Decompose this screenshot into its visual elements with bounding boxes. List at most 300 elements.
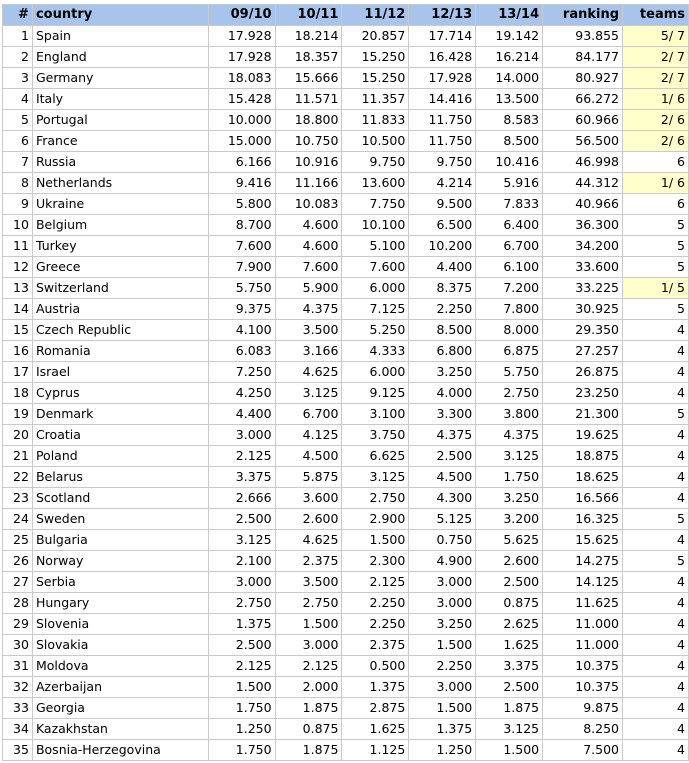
- header-country[interactable]: country: [32, 5, 208, 26]
- row-season-1213: 16.428: [409, 47, 476, 68]
- row-season-1314: 1.625: [476, 635, 543, 656]
- table-row[interactable]: [3, 551, 689, 572]
- row-season-1112: 3.100: [342, 404, 409, 425]
- table-row[interactable]: [3, 68, 689, 89]
- table-row[interactable]: [3, 677, 689, 698]
- table-row[interactable]: [3, 257, 689, 278]
- row-teams: 4: [623, 383, 689, 404]
- row-season-1314: 2.625: [476, 614, 543, 635]
- row-season-0910: 6.083: [208, 341, 275, 362]
- table-row[interactable]: [3, 719, 689, 740]
- row-season-1112: 1.125: [342, 740, 409, 761]
- row-country: France: [32, 131, 208, 152]
- row-ranking: 11.000: [543, 614, 623, 635]
- row-teams: 4: [623, 488, 689, 509]
- row-season-1314: 6.875: [476, 341, 543, 362]
- row-ranking: 10.375: [543, 656, 623, 677]
- header-season-1112[interactable]: 11/12: [342, 5, 409, 26]
- row-season-1112: 20.857: [342, 26, 409, 47]
- row-country: Kazakhstan: [32, 719, 208, 740]
- row-ranking: 16.325: [543, 509, 623, 530]
- table-row[interactable]: [3, 383, 689, 404]
- ranking-table-container: [2, 4, 689, 761]
- row-season-1112: 4.333: [342, 341, 409, 362]
- row-season-1112: 2.250: [342, 593, 409, 614]
- row-season-1314: 19.142: [476, 26, 543, 47]
- row-teams: 4: [623, 320, 689, 341]
- row-ranking: 40.966: [543, 194, 623, 215]
- row-season-0910: 1.500: [208, 677, 275, 698]
- row-country: Hungary: [32, 593, 208, 614]
- table-row[interactable]: [3, 341, 689, 362]
- row-country: Israel: [32, 362, 208, 383]
- row-teams: 2/ 6: [623, 131, 689, 152]
- row-season-1112: 2.125: [342, 572, 409, 593]
- row-season-0910: 7.250: [208, 362, 275, 383]
- row-season-1112: 6.625: [342, 446, 409, 467]
- row-season-1011: 3.500: [275, 320, 342, 341]
- row-season-0910: 1.375: [208, 614, 275, 635]
- table-row[interactable]: [3, 320, 689, 341]
- row-season-1213: 4.375: [409, 425, 476, 446]
- row-season-1011: 4.600: [275, 236, 342, 257]
- row-season-1213: 2.500: [409, 446, 476, 467]
- row-country: Portugal: [32, 110, 208, 131]
- row-season-0910: 2.500: [208, 509, 275, 530]
- row-season-1213: 4.214: [409, 173, 476, 194]
- row-season-1011: 5.875: [275, 467, 342, 488]
- row-season-1314: 5.750: [476, 362, 543, 383]
- row-season-0910: 4.250: [208, 383, 275, 404]
- row-season-1112: 15.250: [342, 68, 409, 89]
- row-ranking: 56.500: [543, 131, 623, 152]
- row-season-0910: 18.083: [208, 68, 275, 89]
- row-season-1213: 4.400: [409, 257, 476, 278]
- row-season-1011: 6.700: [275, 404, 342, 425]
- row-season-0910: 8.700: [208, 215, 275, 236]
- row-season-1213: 4.300: [409, 488, 476, 509]
- row-country: Sweden: [32, 509, 208, 530]
- row-season-1213: 14.416: [409, 89, 476, 110]
- header-season-1314[interactable]: 13/14: [476, 5, 543, 26]
- row-season-1112: 11.357: [342, 89, 409, 110]
- row-country: Denmark: [32, 404, 208, 425]
- row-country: Czech Republic: [32, 320, 208, 341]
- row-ranking: 9.875: [543, 698, 623, 719]
- row-ranking: 23.250: [543, 383, 623, 404]
- row-season-1112: 5.250: [342, 320, 409, 341]
- row-season-1011: 18.214: [275, 26, 342, 47]
- row-season-1213: 17.714: [409, 26, 476, 47]
- row-ranking: 44.312: [543, 173, 623, 194]
- row-season-1213: 11.750: [409, 131, 476, 152]
- row-index: 24: [3, 509, 33, 530]
- table-row[interactable]: [3, 593, 689, 614]
- row-season-1011: 7.600: [275, 257, 342, 278]
- row-season-0910: 2.125: [208, 446, 275, 467]
- row-season-1011: 10.916: [275, 152, 342, 173]
- row-index: 29: [3, 614, 33, 635]
- header-row: [3, 5, 689, 26]
- table-row[interactable]: [3, 488, 689, 509]
- row-season-1011: 18.800: [275, 110, 342, 131]
- row-ranking: 29.350: [543, 320, 623, 341]
- row-country: Belgium: [32, 215, 208, 236]
- row-season-1314: 1.500: [476, 740, 543, 761]
- row-ranking: 93.855: [543, 26, 623, 47]
- row-ranking: 19.625: [543, 425, 623, 446]
- table-row[interactable]: [3, 236, 689, 257]
- row-season-0910: 5.750: [208, 278, 275, 299]
- row-season-1011: 0.875: [275, 719, 342, 740]
- row-country: Bulgaria: [32, 530, 208, 551]
- row-season-1112: 2.900: [342, 509, 409, 530]
- row-index: 5: [3, 110, 33, 131]
- row-season-1011: 18.357: [275, 47, 342, 68]
- row-ranking: 60.966: [543, 110, 623, 131]
- row-season-1314: 8.000: [476, 320, 543, 341]
- row-season-1011: 11.166: [275, 173, 342, 194]
- row-teams: 4: [623, 719, 689, 740]
- row-country: England: [32, 47, 208, 68]
- table-row[interactable]: [3, 425, 689, 446]
- row-index: 17: [3, 362, 33, 383]
- row-country: Bosnia-Herzegovina: [32, 740, 208, 761]
- row-season-1213: 9.500: [409, 194, 476, 215]
- row-teams: 6: [623, 152, 689, 173]
- row-season-1314: 7.833: [476, 194, 543, 215]
- row-country: Netherlands: [32, 173, 208, 194]
- row-teams: 4: [623, 362, 689, 383]
- row-season-1314: 13.500: [476, 89, 543, 110]
- table-row[interactable]: [3, 89, 689, 110]
- table-row[interactable]: [3, 110, 689, 131]
- table-row[interactable]: [3, 194, 689, 215]
- row-country: Austria: [32, 299, 208, 320]
- row-ranking: 27.257: [543, 341, 623, 362]
- row-season-1011: 4.500: [275, 446, 342, 467]
- row-country: Poland: [32, 446, 208, 467]
- row-country: Norway: [32, 551, 208, 572]
- row-teams: 5: [623, 215, 689, 236]
- row-teams: 2/ 6: [623, 110, 689, 131]
- row-season-0910: 9.416: [208, 173, 275, 194]
- row-teams: 4: [623, 698, 689, 719]
- row-season-1213: 0.750: [409, 530, 476, 551]
- row-season-1314: 3.250: [476, 488, 543, 509]
- row-season-1011: 15.666: [275, 68, 342, 89]
- row-index: 15: [3, 320, 33, 341]
- row-teams: 6: [623, 194, 689, 215]
- row-ranking: 33.600: [543, 257, 623, 278]
- table-row[interactable]: [3, 47, 689, 68]
- row-index: 8: [3, 173, 33, 194]
- row-teams: 4: [623, 530, 689, 551]
- table-row[interactable]: [3, 740, 689, 761]
- row-index: 22: [3, 467, 33, 488]
- row-season-1213: 1.375: [409, 719, 476, 740]
- row-index: 16: [3, 341, 33, 362]
- row-ranking: 33.225: [543, 278, 623, 299]
- row-season-0910: 2.750: [208, 593, 275, 614]
- row-season-1011: 2.750: [275, 593, 342, 614]
- row-season-1314: 3.125: [476, 719, 543, 740]
- row-season-1314: 2.750: [476, 383, 543, 404]
- row-teams: 1/ 6: [623, 173, 689, 194]
- row-season-0910: 2.666: [208, 488, 275, 509]
- row-season-1011: 1.500: [275, 614, 342, 635]
- row-season-1112: 1.625: [342, 719, 409, 740]
- row-season-1011: 4.625: [275, 362, 342, 383]
- row-season-1213: 8.375: [409, 278, 476, 299]
- row-season-0910: 3.375: [208, 467, 275, 488]
- row-season-1112: 6.000: [342, 362, 409, 383]
- row-index: 18: [3, 383, 33, 404]
- row-season-0910: 3.000: [208, 572, 275, 593]
- row-season-1213: 6.800: [409, 341, 476, 362]
- table-row[interactable]: [3, 152, 689, 173]
- row-season-1213: 1.500: [409, 635, 476, 656]
- row-season-1011: 3.000: [275, 635, 342, 656]
- row-season-1112: 13.600: [342, 173, 409, 194]
- row-country: Slovenia: [32, 614, 208, 635]
- row-index: 27: [3, 572, 33, 593]
- row-season-1314: 3.800: [476, 404, 543, 425]
- row-season-1112: 9.125: [342, 383, 409, 404]
- row-ranking: 80.927: [543, 68, 623, 89]
- row-season-1011: 2.125: [275, 656, 342, 677]
- row-season-1213: 4.500: [409, 467, 476, 488]
- table-row[interactable]: [3, 362, 689, 383]
- row-season-1213: 3.000: [409, 593, 476, 614]
- header-season-1011[interactable]: 10/11: [275, 5, 342, 26]
- row-season-1314: 2.500: [476, 572, 543, 593]
- row-season-1314: 0.875: [476, 593, 543, 614]
- row-ranking: 30.925: [543, 299, 623, 320]
- row-season-0910: 5.800: [208, 194, 275, 215]
- row-season-0910: 1.750: [208, 740, 275, 761]
- row-index: 31: [3, 656, 33, 677]
- row-season-1011: 2.600: [275, 509, 342, 530]
- table-row[interactable]: [3, 530, 689, 551]
- row-ranking: 14.275: [543, 551, 623, 572]
- row-season-1314: 2.600: [476, 551, 543, 572]
- row-season-1213: 3.250: [409, 362, 476, 383]
- row-season-1213: 1.500: [409, 698, 476, 719]
- row-ranking: 7.500: [543, 740, 623, 761]
- row-season-1213: 11.750: [409, 110, 476, 131]
- table-row[interactable]: [3, 572, 689, 593]
- row-season-1011: 1.875: [275, 740, 342, 761]
- row-country: Greece: [32, 257, 208, 278]
- row-ranking: 11.000: [543, 635, 623, 656]
- row-season-1011: 2.375: [275, 551, 342, 572]
- header-season-1213[interactable]: 12/13: [409, 5, 476, 26]
- row-season-1112: 3.750: [342, 425, 409, 446]
- row-index: 26: [3, 551, 33, 572]
- row-season-0910: 2.500: [208, 635, 275, 656]
- row-season-0910: 9.375: [208, 299, 275, 320]
- row-season-1213: 10.200: [409, 236, 476, 257]
- table-row[interactable]: [3, 698, 689, 719]
- table-row[interactable]: [3, 467, 689, 488]
- row-teams: 5: [623, 551, 689, 572]
- row-teams: 4: [623, 656, 689, 677]
- row-ranking: 21.300: [543, 404, 623, 425]
- row-season-1112: 2.875: [342, 698, 409, 719]
- row-season-1314: 7.800: [476, 299, 543, 320]
- row-season-0910: 4.400: [208, 404, 275, 425]
- row-country: Russia: [32, 152, 208, 173]
- row-ranking: 11.625: [543, 593, 623, 614]
- row-season-1112: 7.600: [342, 257, 409, 278]
- country-ranking-table: [2, 4, 689, 761]
- table-row[interactable]: [3, 656, 689, 677]
- row-season-0910: 7.600: [208, 236, 275, 257]
- table-row[interactable]: [3, 404, 689, 425]
- row-season-1112: 11.833: [342, 110, 409, 131]
- row-season-1011: 3.125: [275, 383, 342, 404]
- row-teams: 4: [623, 593, 689, 614]
- row-country: Moldova: [32, 656, 208, 677]
- row-season-1314: 1.750: [476, 467, 543, 488]
- header-season-0910[interactable]: 09/10: [208, 5, 275, 26]
- row-season-1112: 0.500: [342, 656, 409, 677]
- row-season-0910: 7.900: [208, 257, 275, 278]
- row-season-0910: 3.000: [208, 425, 275, 446]
- row-season-1314: 3.375: [476, 656, 543, 677]
- row-teams: 2/ 7: [623, 68, 689, 89]
- table-row[interactable]: [3, 614, 689, 635]
- row-season-1112: 5.100: [342, 236, 409, 257]
- row-season-1213: 5.125: [409, 509, 476, 530]
- row-ranking: 84.177: [543, 47, 623, 68]
- row-ranking: 34.200: [543, 236, 623, 257]
- row-season-1112: 3.125: [342, 467, 409, 488]
- row-season-1213: 3.300: [409, 404, 476, 425]
- row-season-1011: 10.083: [275, 194, 342, 215]
- row-season-1213: 8.500: [409, 320, 476, 341]
- row-season-1213: 3.000: [409, 677, 476, 698]
- row-season-0910: 15.428: [208, 89, 275, 110]
- row-season-1314: 10.416: [476, 152, 543, 173]
- row-index: 19: [3, 404, 33, 425]
- row-season-1213: 2.250: [409, 299, 476, 320]
- row-country: Switzerland: [32, 278, 208, 299]
- row-country: Slovakia: [32, 635, 208, 656]
- row-season-1112: 7.750: [342, 194, 409, 215]
- row-ranking: 14.125: [543, 572, 623, 593]
- table-row[interactable]: [3, 278, 689, 299]
- row-season-1314: 3.125: [476, 446, 543, 467]
- row-season-0910: 2.100: [208, 551, 275, 572]
- row-season-0910: 3.125: [208, 530, 275, 551]
- row-index: 4: [3, 89, 33, 110]
- row-country: Cyprus: [32, 383, 208, 404]
- header-teams[interactable]: teams: [623, 5, 689, 26]
- row-season-1112: 2.250: [342, 614, 409, 635]
- row-teams: 4: [623, 446, 689, 467]
- row-season-1314: 7.200: [476, 278, 543, 299]
- row-season-1112: 1.500: [342, 530, 409, 551]
- row-season-1011: 3.166: [275, 341, 342, 362]
- row-index: 6: [3, 131, 33, 152]
- row-teams: 5: [623, 257, 689, 278]
- table-row[interactable]: [3, 131, 689, 152]
- table-row[interactable]: [3, 173, 689, 194]
- row-season-1011: 10.750: [275, 131, 342, 152]
- row-season-1011: 2.000: [275, 677, 342, 698]
- row-season-1112: 2.375: [342, 635, 409, 656]
- row-index: 11: [3, 236, 33, 257]
- row-index: 32: [3, 677, 33, 698]
- row-index: 33: [3, 698, 33, 719]
- header-ranking[interactable]: ranking: [543, 5, 623, 26]
- row-ranking: 15.625: [543, 530, 623, 551]
- table-row[interactable]: [3, 299, 689, 320]
- row-season-1112: 2.300: [342, 551, 409, 572]
- row-season-1314: 6.700: [476, 236, 543, 257]
- row-season-1213: 9.750: [409, 152, 476, 173]
- row-season-0910: 2.125: [208, 656, 275, 677]
- row-country: Ukraine: [32, 194, 208, 215]
- table-row[interactable]: [3, 446, 689, 467]
- header-index[interactable]: #: [3, 5, 33, 26]
- row-season-1314: 3.200: [476, 509, 543, 530]
- row-season-1314: 2.500: [476, 677, 543, 698]
- row-teams: 4: [623, 677, 689, 698]
- row-teams: 5: [623, 299, 689, 320]
- row-ranking: 18.875: [543, 446, 623, 467]
- row-season-1112: 9.750: [342, 152, 409, 173]
- row-country: Germany: [32, 68, 208, 89]
- row-teams: 5: [623, 404, 689, 425]
- row-country: Spain: [32, 26, 208, 47]
- row-country: Scotland: [32, 488, 208, 509]
- row-index: 21: [3, 446, 33, 467]
- row-index: 28: [3, 593, 33, 614]
- row-season-1314: 8.500: [476, 131, 543, 152]
- row-season-1011: 3.600: [275, 488, 342, 509]
- table-row[interactable]: [3, 635, 689, 656]
- row-season-1011: 11.571: [275, 89, 342, 110]
- row-ranking: 26.875: [543, 362, 623, 383]
- row-index: 20: [3, 425, 33, 446]
- row-season-1213: 1.250: [409, 740, 476, 761]
- row-season-0910: 17.928: [208, 47, 275, 68]
- row-country: Serbia: [32, 572, 208, 593]
- row-season-1112: 7.125: [342, 299, 409, 320]
- row-season-1011: 3.500: [275, 572, 342, 593]
- row-ranking: 18.625: [543, 467, 623, 488]
- row-ranking: 66.272: [543, 89, 623, 110]
- row-ranking: 8.250: [543, 719, 623, 740]
- row-index: 2: [3, 47, 33, 68]
- row-index: 13: [3, 278, 33, 299]
- row-season-1314: 4.375: [476, 425, 543, 446]
- row-teams: 4: [623, 635, 689, 656]
- row-index: 9: [3, 194, 33, 215]
- row-season-1213: 6.500: [409, 215, 476, 236]
- row-season-1314: 16.214: [476, 47, 543, 68]
- row-season-1011: 4.375: [275, 299, 342, 320]
- row-season-0910: 1.250: [208, 719, 275, 740]
- table-row[interactable]: [3, 26, 689, 47]
- row-season-1213: 3.000: [409, 572, 476, 593]
- table-row[interactable]: [3, 509, 689, 530]
- row-teams: 4: [623, 341, 689, 362]
- table-row[interactable]: [3, 215, 689, 236]
